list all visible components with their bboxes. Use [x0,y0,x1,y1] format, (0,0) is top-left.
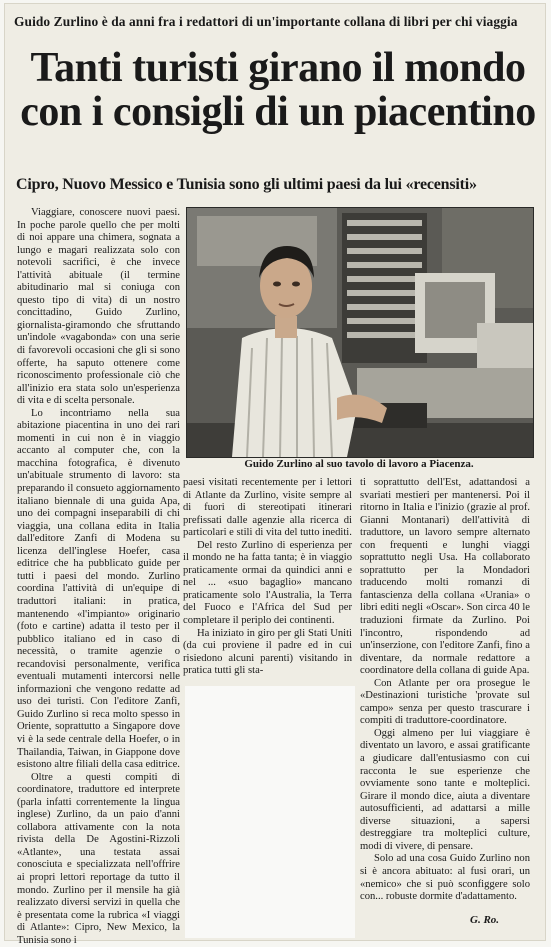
paragraph: Oggi almeno per lui viaggiare è diventato un lavoro, e assai gratificante a giudicare dall'entusiasmo con cui racconta le sue esperienze che ovviamente sono tante e molteplici. Girare il mondo dice, aiuta a diventare autosufficienti, ad adattarsi a mille diverse situazioni, a sapersi destreggiare tra molteplici culture, modi di vivere, di pensare. [360,727,530,852]
paragraph: Oltre a questi compiti di coordinatore, traduttore ed interprete (parla infatti correntemente la lingua inglese) Zurlino, da un paio d'anni collabora attivamente con la nota rivista della De Agostini-Rizzoli «Atlante», una testata assai conosciuta e specializzata nell'offrire ai propri lettori reportage da tutto il mondo. Zurlino per il mensile ha già realizzato diversi servizi in quella che è presentata come la rubrica «I viaggi di Atlante»: Cipro, New Mexico, la Tunisia sono i [17,771,180,946]
paragraph: Lo incontriamo nella sua abitazione piacentina in uno dei rari momenti in cui non è in viaggio accanto al computer che, con la macchina fotografica, è divenuto un'abituale strumento di lavoro: sta preparando il consueto aggiornamento italiano biennale di una guida Apa, uno dei compagni inseparabili di chi viaggia, una collana edita in Italia dall'editore Zanfi di Modena su licenza dell'inglese Hoefer, casa editrice che ha pubblicato guide per tutti i paesi del mondo. Zurlino coordina l'attività di un'equipe di traduttori italiani: in pratica, mantenendo «l'impianto» originario (foto e cartine) adatta il testo per il pubblico italiano ed in caso di necessità, o tramite agenzie o recandovisi personalmente, verifica eventuali mutamenti intercorsi nelle informazioni che vengono redatte ad uso dei turisti. Con l'editore Zanfi, Guido Zurlino si reca molto spesso in Oriente, soprattutto a Singapore dove vi è la sede centrale della Hoefer, o in Thailandia, Taiwan, in Giappone dove esistono altre filiali della casa editrice. [17,407,180,771]
paragraph: Solo ad una cosa Guido Zurlino non si è ancora abituato: al fusi orari, un «nemico» che si può sconfiggere solo con... robuste dormite d'adattamento. [360,853,530,903]
paragraph: Viaggiare, conoscere nuovi paesi. In poche parole quello che per molti di noi appare una chimera, sognata a lungo e magari realizzata solo con notevoli sacrifici, è che invece l'attività abituale (il termine abitudinario mal si coniuga con questo tipo di vita) di un nostro concittadino, Guido Zurlino, giornalista-giramondo che sfruttando un'indole «vagabonda» con una serie di favorevoli occasioni che gli si sono offerte, ha saputo ottenere come riconoscimento professionale ciò che all'inizio era stata solo un'esperienza di vita e di scelta personale. [17,207,180,407]
headline-line-2: con i consigli di un piacentino [20,89,536,135]
blank-area [185,686,355,938]
article-headline [10,46,546,134]
paragraph: Ha iniziato in giro per gli Stati Uniti (da cui proviene il padre ed in cui risiedono alcuni parenti) visitando in pratica tutti gli sta- [183,627,352,677]
article-column-3 [360,477,530,929]
article-kicker: Guido Zurlino è da anni fra i redattori di un'importante collana di libri per chi viaggia [14,14,518,29]
article-column-1 [17,207,180,946]
paragraph: ti soprattutto dell'Est, adattandosi a svariati mestieri per mantenersi. Poi il ritorno in Italia e l'inizio (grazie al prof. Gianni Montanari) dell'attività di traduttore, un lavoro sempre alternato con frequenti e lunghi viaggi soprattutto negli Usa. Ha collaborato soprattutto per la Mondadori traducendo molti romanzi di fantascienza della collana «Urania» o libri editi negli «Oscar». Son circa 40 le traduzioni firmate da Zurlino. Poi l'incontro, rispondendo ad un'inserzione, con l'editore Zanfi, fino a diventare, da normale redattore a coordinatore della collana di guide Apa. [360,477,530,677]
author-signature: G. Ro. [470,914,500,926]
headline-line-1: Tanti turisti girano il mondo [30,45,526,91]
article-subhead: Cipro, Nuovo Messico e Tunisia sono gli ultimi paesi da lui «recensiti» [16,176,477,193]
photo-illustration [187,208,533,457]
paragraph: paesi visitati recentemente per i lettori di Atlante da Zurlino, visite sempre al di fuori di stereotipati itinerari prefissati dalle agenzie alla ricerca di particolari e stili di vita del tutto inediti. [183,477,352,539]
paragraph: Con Atlante per ora prosegue le «Destinazioni turistiche 'provate sul campo» senza per questo trascurare i compiti di traduttore-coordinatore. [360,677,530,727]
photo-caption: Guido Zurlino al suo tavolo di lavoro a Piacenza. [244,458,474,470]
article-column-2 [183,477,352,683]
paragraph: Del resto Zurlino di esperienza per il mondo ne ha fatta tanta; è in viaggio praticamente ormai da quindici anni e nel ... «suo bagaglio» mancano praticamente solo l'Australia, la Terra del Fuoco e l'Africa del Sud per completare il periplo dei continenti. [183,539,352,627]
article-photo [186,207,534,458]
